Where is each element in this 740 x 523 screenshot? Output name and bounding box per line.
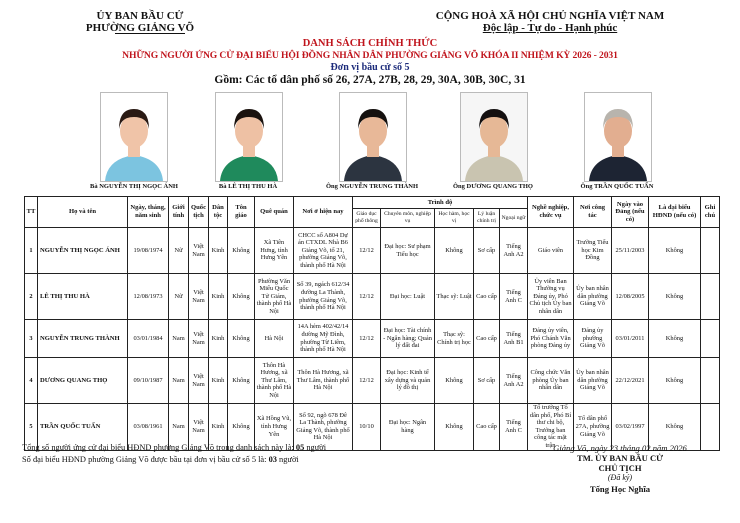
signer-role: CHỦ TỊCH — [598, 463, 642, 473]
cell-nationality: Việt Nam — [189, 320, 209, 358]
cell-occupation: Giáo viên — [528, 228, 574, 274]
portrait-icon — [340, 93, 406, 181]
photo-caption: Bà LÊ THỊ THU HÀ — [218, 183, 278, 190]
cell-nationality: Việt Nam — [189, 404, 209, 451]
cell-workplace: Tổ dân phố 27A, phường Giảng Võ — [574, 404, 612, 451]
col-specialty: Chuyên môn, nghiệp vụ — [381, 209, 435, 228]
cell-language: Tiếng Anh C — [500, 404, 528, 451]
cell-degree: Không — [435, 404, 474, 451]
cell-name: DƯƠNG QUANG THỌ — [38, 358, 128, 404]
cell-language: Tiếng Anh A2 — [500, 228, 528, 274]
issuer-underline — [115, 33, 185, 34]
cell-hometown: Hà Nội — [255, 320, 294, 358]
signer-org: TM. ỦY BAN BẦU CỬ — [576, 453, 663, 463]
elect-unit: người — [276, 455, 299, 464]
cell-workplace: Đảng ủy phường Giảng Võ — [574, 320, 612, 358]
candidate-photo — [460, 92, 528, 182]
portrait-icon — [461, 93, 527, 181]
col-workplace: Nơi công tác — [574, 197, 612, 228]
cell-workplace: Trường Tiểu học Kim Đồng — [574, 228, 612, 274]
cell-name: NGUYỄN TRUNG THÀNH — [38, 320, 128, 358]
cell-workplace: Ủy ban nhân dân phường Giảng Võ — [574, 358, 612, 404]
photo-caption: Bà NGUYỄN THỊ NGỌC ÁNH — [89, 183, 178, 190]
doc-subtitle: NHỮNG NGƯỜI ỨNG CỬ ĐẠI BIỂU HỘI ĐỒNG NHÂN DÂN PHƯỜNG GIẢNG VÕ KHÓA II NHIỆM KỲ 2026 - 2031 — [122, 50, 618, 61]
col-language: Ngoại ngữ — [500, 209, 528, 228]
cell-religion: Không — [228, 228, 255, 274]
candidate-photo — [100, 92, 168, 182]
candidate-photo — [339, 92, 407, 182]
elect-label: Số đại biểu HĐND phường Giảng Võ được bầu tại đơn vị bầu cử số 5 là: — [22, 455, 269, 464]
cell-hometown: Thôn Hà Hương, xã Thư Lâm, thành phố Hà Nội — [255, 358, 294, 404]
doc-title: DANH SÁCH CHÍNH THỨC — [302, 38, 438, 49]
table-row — [25, 274, 720, 320]
cell-note — [701, 320, 720, 358]
cell-degree: Không — [435, 228, 474, 274]
cell-dob: 03/08/1961 — [128, 404, 169, 451]
total-label: Tổng số người ứng cử đại biểu HĐND phường Giảng Võ trong danh sách này là: — [22, 443, 296, 452]
total-value: 05 — [295, 443, 305, 452]
cell-general-edu: 12/12 — [353, 320, 381, 358]
col-political: Lý luận chính trị — [474, 209, 500, 228]
cell-ethnicity: Kinh — [209, 404, 228, 451]
cell-ethnicity: Kinh — [209, 320, 228, 358]
portrait-icon — [216, 93, 282, 181]
cell-specialty: Đại học: Ngân hàng — [381, 404, 435, 451]
signed-note: (Đã ký) — [607, 473, 633, 482]
cell-occupation: Tổ trưởng Tổ dân phố, Phó Bí thư chi bộ, Trưởng ban công tác mặt trận — [528, 404, 574, 451]
col-group-education: Trình độ — [353, 197, 528, 209]
cell-party-date: 03/02/1997 — [612, 404, 649, 451]
candidate-photo — [584, 92, 652, 182]
cell-dob: 19/08/1974 — [128, 228, 169, 274]
col-nationality: Quốc tịch — [189, 197, 209, 228]
motto: Độc lập - Tự do - Hạnh phúc — [482, 22, 618, 34]
col-tt: TT — [25, 197, 38, 228]
cell-party-date: 03/01/2011 — [612, 320, 649, 358]
cell-dob: 12/08/1973 — [128, 274, 169, 320]
cell-gender: Nữ — [169, 228, 189, 274]
col-ethnicity: Dân tộc — [209, 197, 228, 228]
elected-count-line — [22, 455, 299, 465]
table-row — [25, 228, 720, 274]
cell-workplace: Ủy ban nhân dân phường Giảng Võ — [574, 274, 612, 320]
cell-political: Cao cấp — [474, 274, 500, 320]
cell-nationality: Việt Nam — [189, 228, 209, 274]
cell-dob: 09/10/1987 — [128, 358, 169, 404]
cell-degree: Không — [435, 358, 474, 404]
photo-caption: Ông DƯƠNG QUANG THỌ — [453, 183, 533, 190]
col-degree: Học hàm, học vị — [435, 209, 474, 228]
cell-specialty: Đại học: Sư phạm Tiểu học — [381, 228, 435, 274]
cell-occupation: Công chức Văn phòng Ủy ban nhân dân — [528, 358, 574, 404]
photo-caption: Ông TRẦN QUỐC TUẤN — [580, 183, 654, 190]
cell-note — [701, 358, 720, 404]
elect-value: 03 — [268, 455, 277, 464]
cell-nationality: Việt Nam — [189, 274, 209, 320]
cell-language: Tiếng Anh A2 — [500, 358, 528, 404]
cell-hometown: Phường Văn Miếu Quốc Tử Giám, thành phố Hà Nội — [255, 274, 294, 320]
cell-name: NGUYỄN THỊ NGỌC ÁNH — [38, 228, 128, 274]
table-row — [25, 358, 720, 404]
total-candidates-line — [22, 443, 326, 453]
cell-hometown: Xã Hồng Vũ, tỉnh Hưng Yên — [255, 404, 294, 451]
photo-caption: Ông NGUYỄN TRUNG THÀNH — [325, 183, 419, 190]
col-gender: Giới tính — [169, 197, 189, 228]
cell-specialty: Đại học: Luật — [381, 274, 435, 320]
cell-specialty: Đại học: Kinh tế xây dựng và quản lý đô thị — [381, 358, 435, 404]
cell-residence: Thôn Hà Hương, xã Thư Lâm, thành phố Hà Nội — [294, 358, 353, 404]
cell-general-edu: 12/12 — [353, 228, 381, 274]
cell-note — [701, 274, 720, 320]
cell-hometown: Xã Tiên Hưng, tỉnh Hưng Yên — [255, 228, 294, 274]
col-dob: Ngày, tháng, năm sinh — [128, 197, 169, 228]
col-religion: Tôn giáo — [228, 197, 255, 228]
cell-residence: Số 39, ngách 612/34 đường La Thành, phường Giảng Võ, thành phố Hà Nội — [294, 274, 353, 320]
cell-gender: Nam — [169, 320, 189, 358]
col-party-date: Ngày vào Đảng (nếu có) — [612, 197, 649, 228]
candidate-photo — [215, 92, 283, 182]
national-motto-block — [420, 10, 680, 34]
electoral-unit: Đơn vị bầu cử số 5 — [330, 62, 410, 73]
issuer-line-1: ỦY BAN BẦU CỬ — [96, 10, 184, 22]
cell-religion: Không — [228, 404, 255, 451]
cell-dob: 03/01/1984 — [128, 320, 169, 358]
cell-political: Sơ cấp — [474, 358, 500, 404]
portrait-icon — [585, 93, 651, 181]
cell-religion: Không — [228, 320, 255, 358]
cell-general-edu: 12/12 — [353, 274, 381, 320]
cell-tt: 4 — [25, 358, 38, 404]
cell-language: Tiếng Anh C — [500, 274, 528, 320]
cell-general-edu: 10/10 — [353, 404, 381, 451]
cell-ethnicity: Kinh — [209, 358, 228, 404]
cell-political: Cao cấp — [474, 404, 500, 451]
cell-specialty: Đại học: Tài chính - Ngân hàng; Quản lý đất đai — [381, 320, 435, 358]
table-row — [25, 320, 720, 358]
col-note: Ghi chú — [701, 197, 720, 228]
cell-religion: Không — [228, 358, 255, 404]
col-occupation: Nghề nghiệp, chức vụ — [528, 197, 574, 228]
cell-is-delegate: Không — [649, 404, 701, 451]
signer-name: Tống Học Nghĩa — [589, 484, 651, 494]
country-name: CỘNG HOÀ XÃ HỘI CHỦ NGHĨA VIỆT NAM — [435, 10, 665, 22]
candidate-rows — [25, 228, 720, 451]
col-is-delegate: Là đại biểu HĐND (nếu có) — [649, 197, 701, 228]
cell-gender: Nam — [169, 404, 189, 451]
total-unit: người — [304, 443, 327, 452]
cell-party-date: 12/08/2005 — [612, 274, 649, 320]
col-general-edu: Giáo dục phổ thông — [353, 209, 381, 228]
portrait-icon — [101, 93, 167, 181]
issuer-line-2-text: PHƯỜNG GIẢNG VÕ — [85, 22, 195, 34]
cell-ethnicity: Kinh — [209, 228, 228, 274]
cell-name: LÊ THỊ THU HÀ — [38, 274, 128, 320]
candidate-table — [24, 196, 720, 451]
cell-party-date: 22/12/2021 — [612, 358, 649, 404]
cell-tt: 5 — [25, 404, 38, 451]
cell-general-edu: 12/12 — [353, 358, 381, 404]
cell-residence: Số 92, ngõ 678 Đê La Thành, phường Giảng Võ, thành phố Hà Nội — [294, 404, 353, 451]
cell-gender: Nữ — [169, 274, 189, 320]
cell-party-date: 25/11/2003 — [612, 228, 649, 274]
cell-tt: 3 — [25, 320, 38, 358]
col-hometown: Quê quán — [255, 197, 294, 228]
col-residence: Nơi ở hiện nay — [294, 197, 353, 228]
unit-scope: Gồm: Các tổ dân phố số 26, 27A, 27B, 28, 29, 30A, 30B, 30C, 31 — [214, 74, 526, 86]
cell-is-delegate: Không — [649, 274, 701, 320]
col-name: Họ và tên — [38, 197, 128, 228]
place-date: Giảng Võ, ngày 23 tháng 02 năm 2026 — [553, 443, 687, 453]
cell-residence: 14A hẻm 402/42/14 đường Mỹ Đình, phường Từ Liêm, thành phố Hà Nội — [294, 320, 353, 358]
cell-nationality: Việt Nam — [189, 358, 209, 404]
cell-is-delegate: Không — [649, 228, 701, 274]
cell-tt: 1 — [25, 228, 38, 274]
cell-occupation: Đảng ủy viên, Phó Chánh Văn phòng Đảng ủy — [528, 320, 574, 358]
cell-political: Cao cấp — [474, 320, 500, 358]
issuer-block — [40, 10, 240, 34]
cell-political: Sơ cấp — [474, 228, 500, 274]
cell-name: TRẦN QUỐC TUẤN — [38, 404, 128, 451]
cell-residence: CHCC số A804 Dự án CTXDL Nhà B6 Giảng Võ, tổ 21, phường Giảng Võ, thành phố Hà Nội — [294, 228, 353, 274]
cell-note — [701, 228, 720, 274]
cell-tt: 2 — [25, 274, 38, 320]
cell-occupation: Ủy viên Ban Thường vụ Đảng ủy, Phó Chủ tịch Ủy ban nhân dân — [528, 274, 574, 320]
cell-degree: Thạc sỹ: Chính trị học — [435, 320, 474, 358]
cell-degree: Thạc sỹ: Luật — [435, 274, 474, 320]
cell-ethnicity: Kinh — [209, 274, 228, 320]
cell-language: Tiếng Anh B1 — [500, 320, 528, 358]
cell-is-delegate: Không — [649, 358, 701, 404]
cell-is-delegate: Không — [649, 320, 701, 358]
cell-religion: Không — [228, 274, 255, 320]
cell-gender: Nam — [169, 358, 189, 404]
